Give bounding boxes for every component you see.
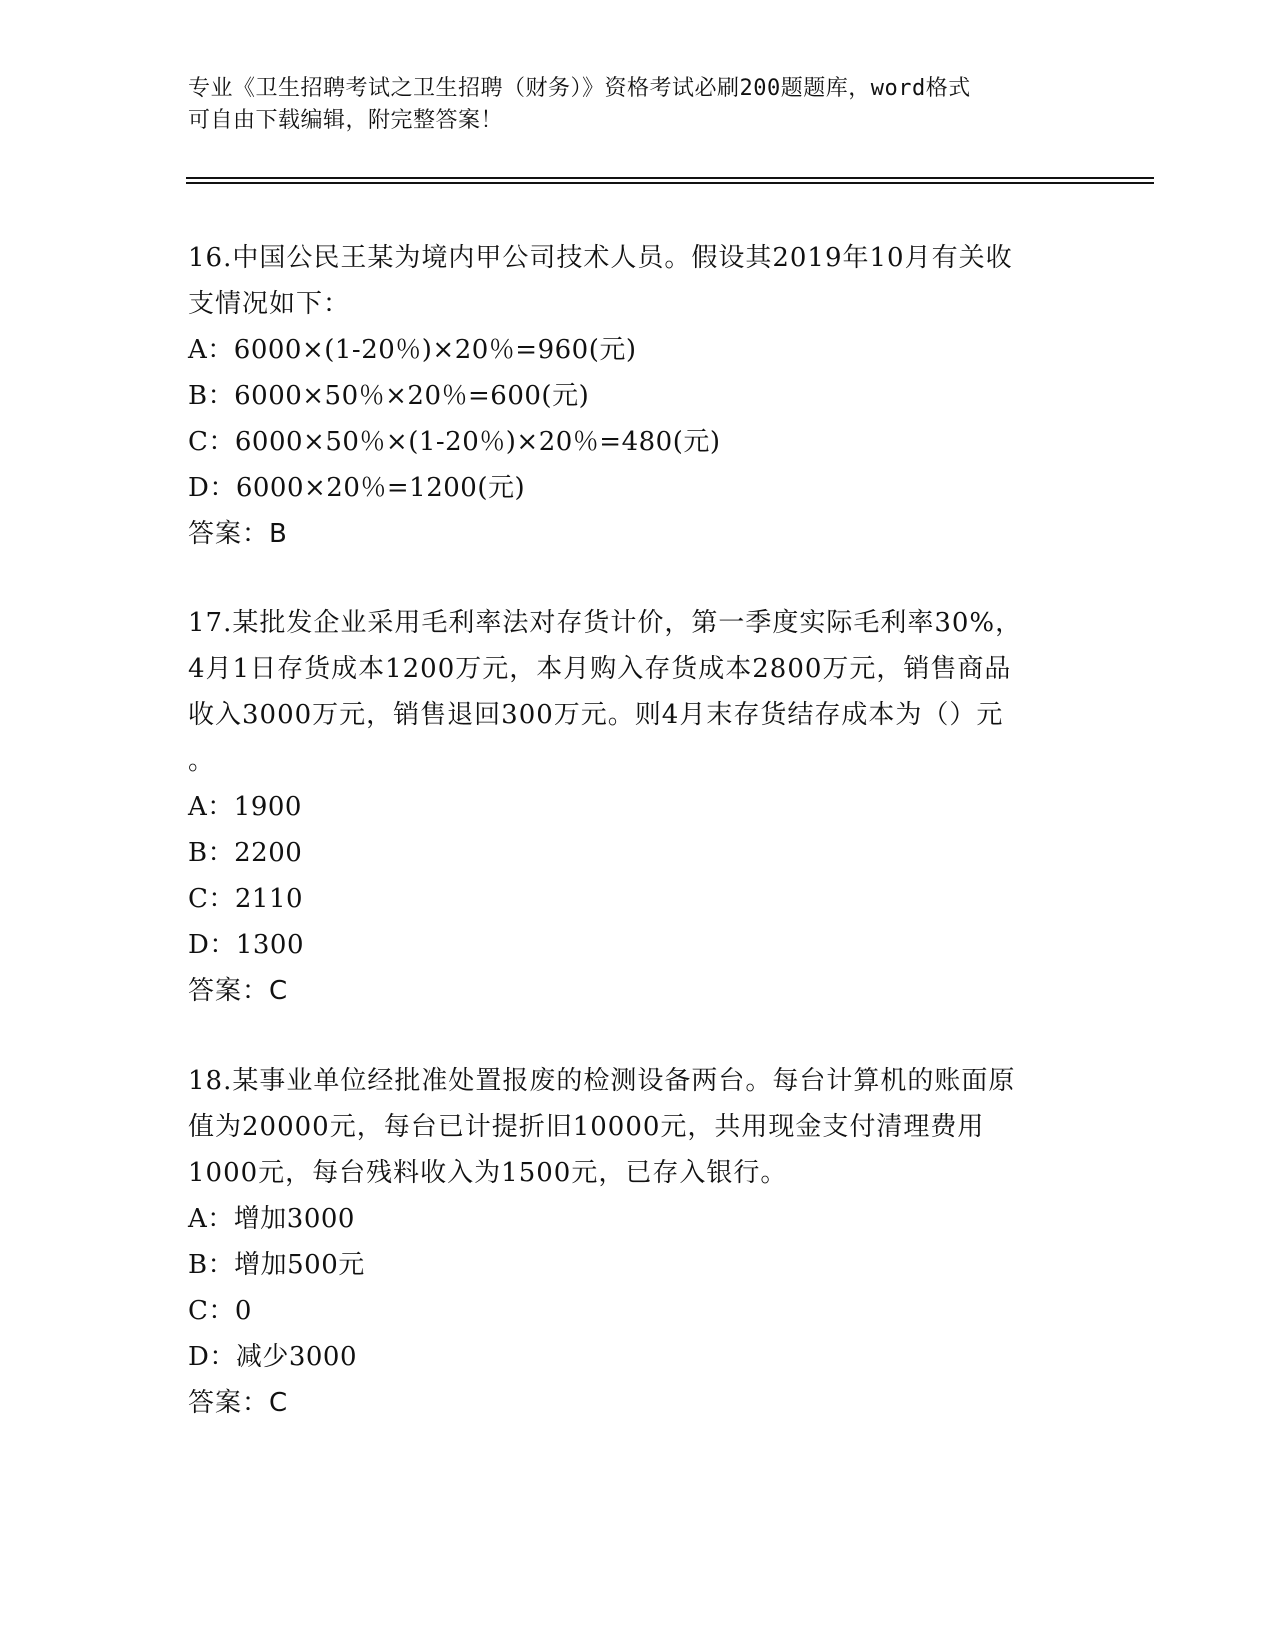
option-c: C：6000×50％×(1-20％)×20％=480(元) — [188, 427, 721, 457]
question-stem-line: 17.某批发企业采用毛利率法对存货计价，第一季度实际毛利率30%， — [188, 608, 1023, 638]
header-line-2: 可自由下载编辑，附完整答案！ — [188, 108, 504, 133]
question-stem-line: 4月1日存货成本1200万元，本月购入存货成本2800万元，销售商品 — [188, 654, 1012, 684]
question-stem-line: 支情况如下： — [188, 289, 351, 319]
answer-label: 答案：C — [188, 976, 289, 1006]
option-c: C：2110 — [188, 884, 304, 914]
question-stem-line: 1000元，每台残料收入为1500元，已存入银行。 — [188, 1158, 788, 1188]
option-b: B：增加500元 — [188, 1250, 365, 1280]
question-18 — [188, 1058, 1088, 1426]
option-a: A：1900 — [188, 792, 302, 822]
option-d: D：1300 — [188, 930, 305, 960]
option-c: C：0 — [188, 1296, 252, 1326]
question-stem-line: 收入3000万元，销售退回300万元。则4月末存货结存成本为（）元 — [188, 700, 1004, 730]
document-header — [188, 73, 1088, 137]
question-stem-line: 值为20000元，每台已计提折旧10000元，共用现金支付清理费用 — [188, 1112, 985, 1142]
answer-label: 答案：B — [188, 519, 288, 549]
question-16 — [188, 235, 1088, 557]
header-line-1: 专业《卫生招聘考试之卫生招聘（财务）》资格考试必刷200题题库，word格式 — [188, 76, 971, 101]
answer-label: 答案：C — [188, 1388, 289, 1418]
option-a: A：6000×(1-20％)×20％=960(元) — [188, 335, 637, 365]
question-17 — [188, 600, 1088, 1014]
option-d: D：6000×20％=1200(元) — [188, 473, 526, 503]
option-b: B：2200 — [188, 838, 303, 868]
header-divider-bottom — [186, 182, 1154, 184]
option-d: D：减少3000 — [188, 1342, 358, 1372]
header-divider-top — [186, 177, 1154, 179]
option-a: A：增加3000 — [188, 1204, 355, 1234]
question-stem-line: 18.某事业单位经批准处置报废的检测设备两台。每台计算机的账面原 — [188, 1066, 1016, 1096]
question-stem-line: 16.中国公民王某为境内甲公司技术人员。假设其2019年10月有关收 — [188, 243, 1013, 273]
question-stem-line: 。 — [188, 746, 216, 776]
option-b: B：6000×50％×20％=600(元) — [188, 381, 590, 411]
